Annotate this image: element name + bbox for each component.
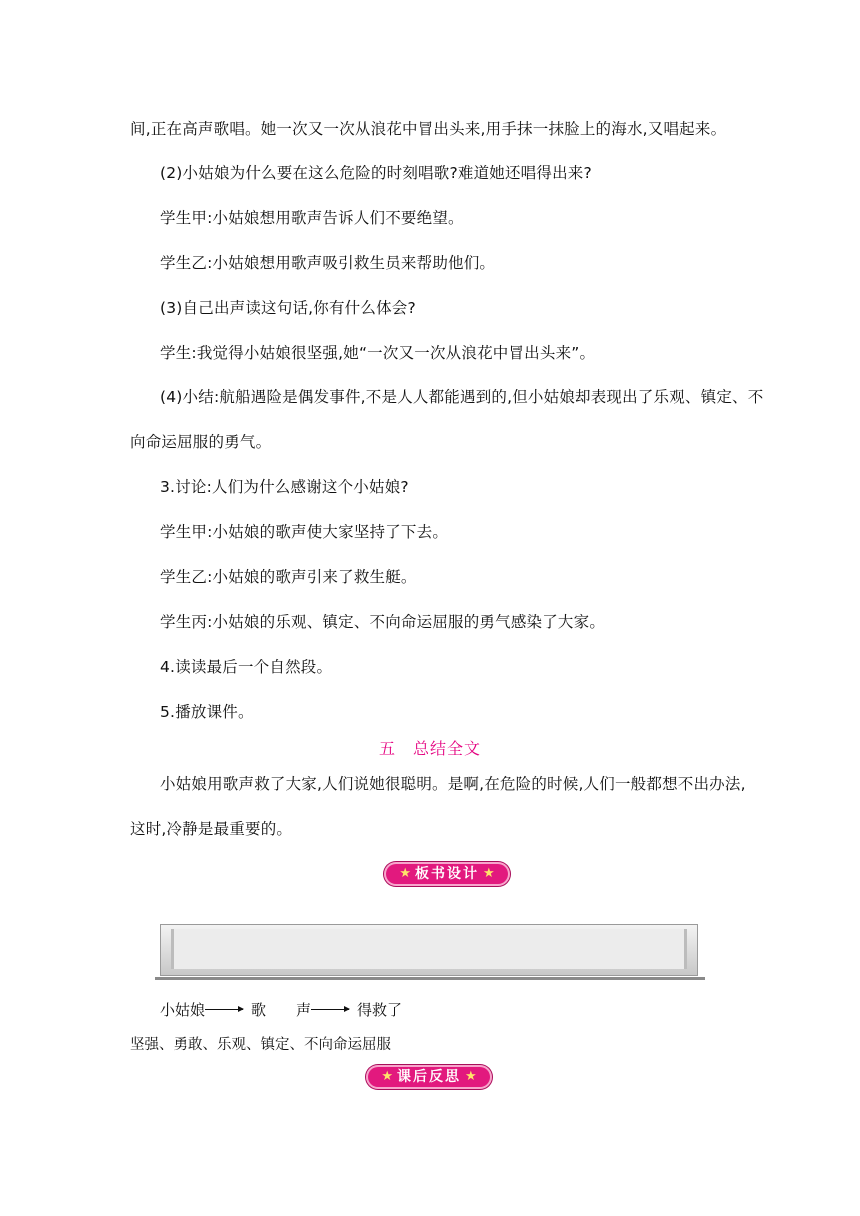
flow-song-1: 歌	[251, 1001, 267, 1019]
board-traits: 坚强、勇敢、乐观、镇定、不向命运屈服	[130, 1037, 391, 1053]
student-answer: 学生:我觉得小姑娘很坚强,她“一次又一次从浪花中冒出头来”。	[160, 344, 596, 362]
student-answer-c2: 学生丙:小姑娘的乐观、镇定、不向命运屈服的勇气感染了大家。	[160, 613, 606, 631]
summary-paragraph: 小姑娘用歌声救了大家,人们说她很聪明。是啊,在危险的时候,人们一般都想不出办法,	[160, 775, 746, 793]
blackboard-surface	[171, 929, 687, 969]
arrow-right-icon	[205, 1009, 243, 1010]
flow-subject: 小姑娘	[160, 1001, 206, 1019]
step-4: 4.读读最后一个自然段。	[160, 658, 333, 676]
student-answer-b: 学生乙:小姑娘想用歌声吸引救生员来帮助他们。	[160, 254, 496, 272]
summary-point-4: (4)小结:航船遇险是偶发事件,不是人人都能遇到的,但小姑娘却表现出了乐观、镇定、不	[160, 388, 764, 406]
flow-result: 得救了	[357, 1001, 403, 1019]
summary-point-4-cont: 向命运屈服的勇气。	[130, 433, 272, 451]
badge-label: 板书设计	[415, 866, 479, 882]
blackboard-frame	[160, 924, 698, 976]
section-heading: 五 总结全文	[378, 739, 481, 758]
badge-label: 课后反思	[397, 1069, 461, 1085]
question-3: (3)自己出声读这句话,你有什么体会?	[160, 299, 416, 317]
blackboard-ledge	[155, 977, 705, 980]
star-icon: ★	[399, 866, 411, 881]
star-icon: ★	[483, 866, 495, 881]
student-answer-a: 学生甲:小姑娘想用歌声告诉人们不要绝望。	[160, 209, 464, 227]
student-answer-a2: 学生甲:小姑娘的歌声使大家坚持了下去。	[160, 523, 449, 541]
paragraph-continuation: 间,正在高声歌唱。她一次又一次从浪花中冒出头来,用手抹一抹脸上的海水,又唱起来。	[130, 120, 727, 138]
question-2: (2)小姑娘为什么要在这么危险的时刻唱歌?难道她还唱得出来?	[160, 164, 592, 182]
discussion-3: 3.讨论:人们为什么感谢这个小姑娘?	[160, 478, 409, 496]
summary-paragraph-cont: 这时,冷静是最重要的。	[130, 820, 293, 838]
arrow-right-icon	[311, 1009, 349, 1010]
flow-song-2: 声	[296, 1001, 312, 1019]
student-answer-b2: 学生乙:小姑娘的歌声引来了救生艇。	[160, 568, 417, 586]
star-icon: ★	[381, 1069, 393, 1084]
board-design-badge	[384, 862, 510, 886]
star-icon: ★	[465, 1069, 477, 1084]
step-5: 5.播放课件。	[160, 703, 254, 721]
reflection-badge	[366, 1065, 492, 1089]
